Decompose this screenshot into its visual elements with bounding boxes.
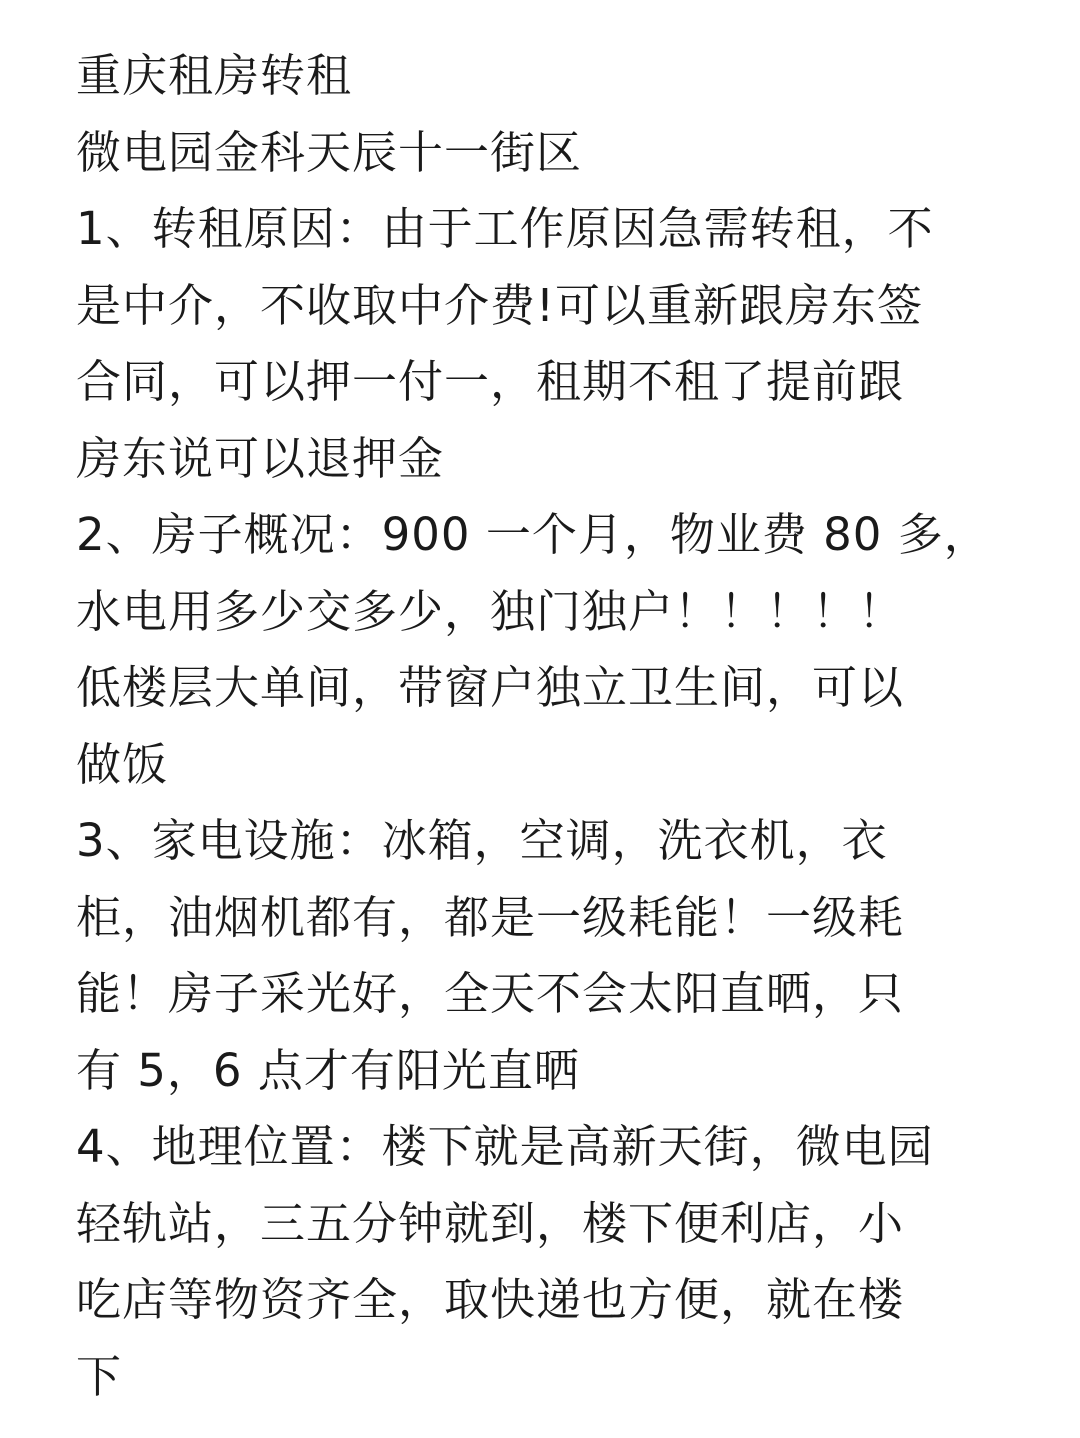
text-line: 4、地理位置：楼下就是高新天街，微电园	[76, 1120, 934, 1173]
text-line: 房东说可以退押金	[76, 431, 445, 485]
text-line: 轻轨站，三五分钟就到，楼下便利店，小	[76, 1196, 905, 1250]
text-line: 有 5，6 点才有阳光直晒	[76, 1043, 580, 1097]
text-line: 1、转租原因：由于工作原因急需转租，不	[76, 202, 934, 255]
text-line: 柜，油烟机都有，都是一级耗能！一级耗	[76, 890, 905, 944]
text-line: 水电用多少交多少，独门独户！！！！！	[76, 584, 905, 638]
section-house-overview	[76, 497, 1020, 803]
text-line: 是中介，不收取中介费!可以重新跟房东签	[76, 278, 924, 332]
text-line: 做饭	[76, 737, 169, 791]
section-location	[76, 1109, 1020, 1415]
text-line: 吃店等物资齐全，取快递也方便，就在楼	[76, 1273, 905, 1326]
text-line: 低楼层大单间，带窗户独立卫生间，可以	[76, 661, 905, 714]
text-line: 能！房子采光好，全天不会太阳直晒，只	[76, 967, 905, 1020]
section-appliances	[76, 803, 1020, 1109]
text-line: 合同，可以押一付一，租期不租了提前跟	[76, 355, 905, 408]
post-title: 重庆租房转租	[76, 49, 353, 102]
text-line: 3、家电设施：冰箱，空调，洗衣机，衣	[76, 814, 888, 867]
post-location: 微电园金科天辰十一街区	[76, 125, 583, 179]
text-line: 下	[76, 1349, 123, 1403]
text-line: 2、房子概况：900 一个月，物业费 80 多，	[76, 508, 990, 561]
section-transfer-reason	[76, 191, 1020, 497]
